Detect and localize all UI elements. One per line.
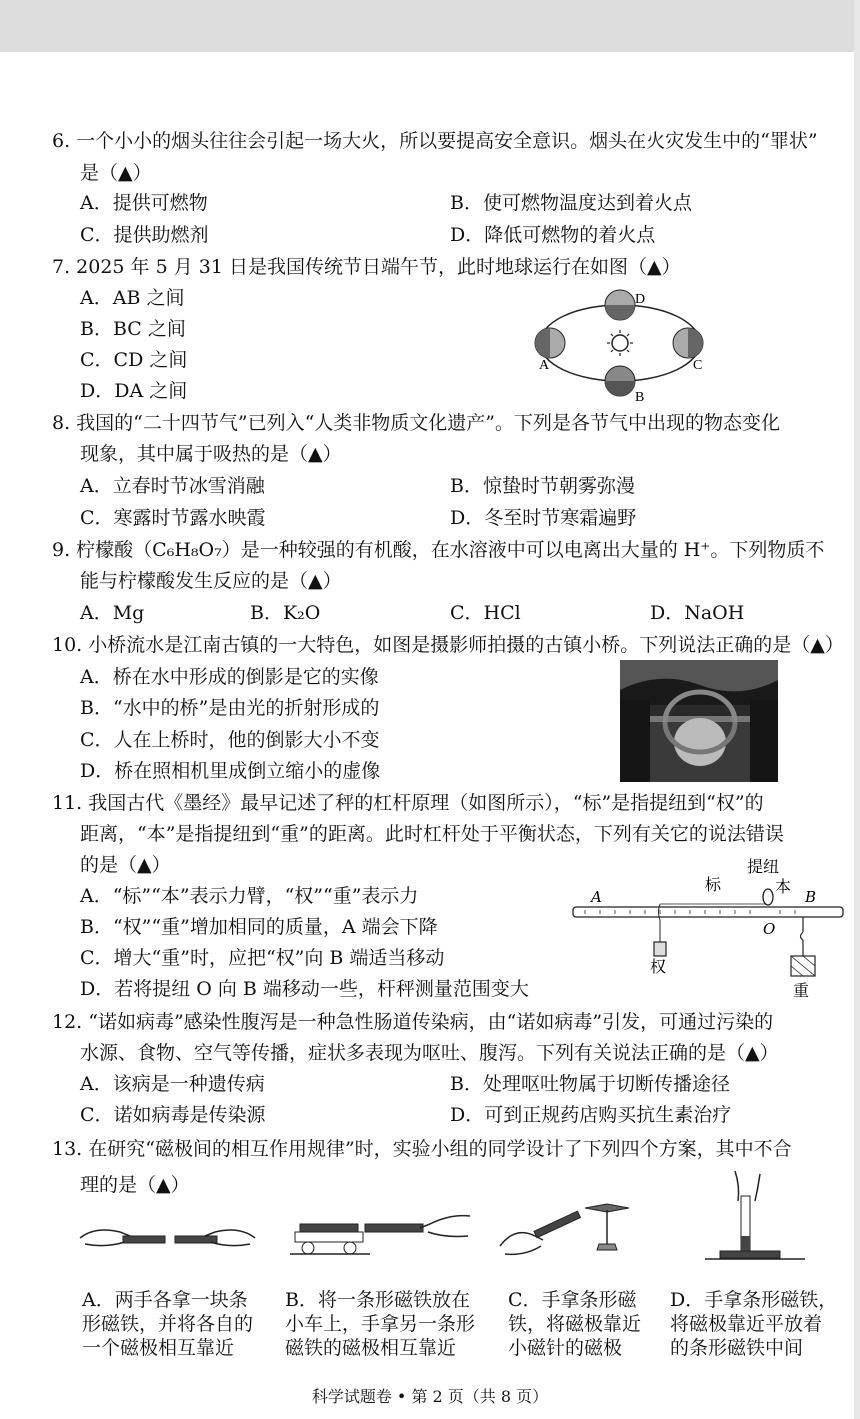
label-b: B: [805, 888, 817, 906]
label-a: A: [539, 358, 550, 373]
q11-option-b[interactable]: B．“权”“重”增加相同的质量，A 端会下降: [80, 916, 438, 938]
label-tizhu: 提纽: [747, 857, 780, 876]
bridge-photo: [620, 660, 778, 782]
q13-option-a-line1[interactable]: A．两手各拿一块条: [82, 1289, 248, 1311]
q11-stem-line3: 的是（▲）: [80, 854, 171, 876]
q6-option-d[interactable]: D．降低可燃物的着火点: [450, 224, 656, 246]
q11-option-a[interactable]: A．“标”“本”表示力臂，“权”“重”表示力: [80, 885, 419, 907]
scan-top-edge: [0, 0, 860, 52]
q7-option-b[interactable]: B．BC 之间: [80, 318, 186, 340]
q9-option-c[interactable]: C．HCl: [450, 602, 521, 624]
label-biao: 标: [705, 875, 722, 894]
magnet-experiment-d: [700, 1166, 810, 1266]
q10-option-a[interactable]: A．桥在水中形成的倒影是它的实像: [80, 666, 379, 688]
label-d: D: [635, 292, 646, 307]
q6-option-c[interactable]: C．提供助燃剂: [80, 224, 209, 246]
magnet-experiment-c: [495, 1196, 645, 1266]
label-zhong: 重: [793, 981, 810, 1000]
label-c: C: [693, 358, 703, 373]
q10-stem-line1: 10. 小桥流水是江南古镇的一大特色，如图是摄影师拍摄的古镇小桥。下列说法正确的是（▲）: [52, 634, 844, 656]
label-ben: 本: [775, 877, 792, 896]
q8-option-a[interactable]: A．立春时节冰雪消融: [80, 475, 265, 497]
label-o: O: [763, 920, 776, 938]
q12-option-a[interactable]: A．该病是一种遗传病: [80, 1073, 265, 1095]
magnet-experiment-b: [290, 1196, 475, 1266]
counterweight-quan: [654, 942, 666, 956]
q13-stem-line2: 理的是（▲）: [80, 1174, 190, 1196]
q12-stem-line1: 12. “诺如病毒”感染性腹泻是一种急性肠道传染病，由“诺如病毒”引发，可通过污染的: [52, 1011, 774, 1033]
q6-stem-line2: 是（▲）: [80, 162, 152, 184]
scan-right-edge: [854, 0, 860, 1419]
q12-option-c[interactable]: C．诺如病毒是传染源: [80, 1104, 266, 1126]
q7-option-c[interactable]: C．CD 之间: [80, 349, 188, 371]
q8-option-c[interactable]: C．寒露时节露水映霞: [80, 507, 266, 529]
q13-option-d-line2: 将磁极靠近平放着: [670, 1313, 823, 1335]
q12-option-d[interactable]: D．可到正规药店购买抗生素治疗: [450, 1104, 732, 1126]
label-a: A: [591, 888, 602, 906]
q8-option-d[interactable]: D．冬至时节寒霜遍野: [450, 507, 637, 529]
q13-option-c-line2: 铁，将磁极靠近: [508, 1313, 642, 1335]
q11-option-d[interactable]: D．若将提纽 O 向 B 端移动一些，杆秤测量范围变大: [80, 978, 529, 1000]
q13-option-b-line2: 小车上，手拿另一条形: [285, 1313, 476, 1335]
q10-option-c[interactable]: C．人在上桥时，他的倒影大小不变: [80, 729, 380, 751]
q9-option-a[interactable]: A．Mg: [80, 602, 145, 624]
magnet-experiment-a: [75, 1196, 260, 1266]
q13-option-a-line2: 形磁铁，并将各自的: [82, 1313, 254, 1335]
q9-option-d[interactable]: D．NaOH: [650, 602, 745, 624]
q13-option-c-line3: 小磁针的磁极: [508, 1337, 623, 1359]
q13-option-b-line3: 磁铁的磁极相互靠近: [285, 1337, 457, 1359]
q13-option-d-line3: 的条形磁铁中间: [670, 1337, 804, 1359]
earth-right-c: [673, 328, 703, 358]
q8-stem-line1: 8. 我国的“二十四节气”已列入“人类非物质文化遗产”。下列是各节气中出现的物态变化: [52, 412, 781, 434]
q13-option-c-line1[interactable]: C．手拿条形磁: [508, 1289, 637, 1311]
q7-option-d[interactable]: D．DA 之间: [80, 380, 188, 402]
q9-stem-line1: 9. 柠檬酸（C₆H₈O₇）是一种较强的有机酸，在水溶液中可以电离出大量的 H⁺。下列物质不: [52, 539, 825, 561]
label-quan: 权: [650, 957, 667, 976]
earth-top-d: [605, 290, 635, 320]
q6-stem-line1: 6. 一个小小的烟头往往会引起一场大火，所以要提高安全意识。烟头在火灾发生中的“罪状”: [52, 130, 818, 152]
q7-stem-line1: 7. 2025 年 5 月 31 日是我国传统节日端午节，此时地球运行在如图（▲）: [52, 256, 681, 278]
q13-option-d-line1[interactable]: D．手拿条形磁铁，: [670, 1289, 838, 1311]
earth-bottom-b: [605, 366, 635, 396]
q7-option-a[interactable]: A．AB 之间: [80, 287, 185, 309]
steelyard-lever-diagram: [565, 852, 850, 1002]
q11-stem-line1: 11. 我国古代《墨经》最早记述了秤的杠杆原理（如图所示），“标”是指提纽到“权”的: [52, 792, 764, 814]
label-b: B: [635, 390, 645, 405]
q9-stem-line2: 能与柠檬酸发生反应的是（▲）: [80, 570, 342, 592]
earth-orbit-diagram: [525, 285, 720, 405]
earth-left-a: [535, 328, 565, 358]
page-footer: 科学试题卷 • 第 2 页（共 8 页）: [311, 1387, 549, 1406]
scale-beam: [573, 907, 843, 917]
q11-option-c[interactable]: C．增大“重”时，应把“权”向 B 端适当移动: [80, 947, 445, 969]
sun-icon: [607, 330, 633, 356]
q6-option-b[interactable]: B．使可燃物温度达到着火点: [450, 192, 692, 214]
q11-stem-line2: 距离，“本”是指提纽到“重”的距离。此时杠杆处于平衡状态，下列有关它的说法错误: [80, 823, 784, 845]
q8-option-b[interactable]: B．惊蛰时节朝雾弥漫: [450, 475, 635, 497]
q13-option-b-line1[interactable]: B．将一条形磁铁放在: [285, 1289, 470, 1311]
q6-option-a[interactable]: A．提供可燃物: [80, 192, 208, 214]
q13-stem-line1: 13. 在研究“磁极间的相互作用规律”时，实验小组的同学设计了下列四个方案，其中不合: [52, 1138, 792, 1160]
q10-option-b[interactable]: B．“水中的桥”是由光的折射形成的: [80, 697, 380, 719]
q10-option-d[interactable]: D．桥在照相机里成倒立缩小的虚像: [80, 760, 381, 782]
lifting-cord: [763, 889, 773, 905]
q12-stem-line2: 水源、食物、空气等传播，症状多表现为呕吐、腹泻。下列有关说法正确的是（▲）: [80, 1042, 779, 1064]
q13-option-a-line3: 一个磁极相互靠近: [82, 1337, 235, 1359]
q9-option-b[interactable]: B．K₂O: [250, 602, 321, 624]
q8-stem-line2: 现象，其中属于吸热的是（▲）: [80, 443, 342, 465]
q12-option-b[interactable]: B．处理呕吐物属于切断传播途径: [450, 1073, 730, 1095]
